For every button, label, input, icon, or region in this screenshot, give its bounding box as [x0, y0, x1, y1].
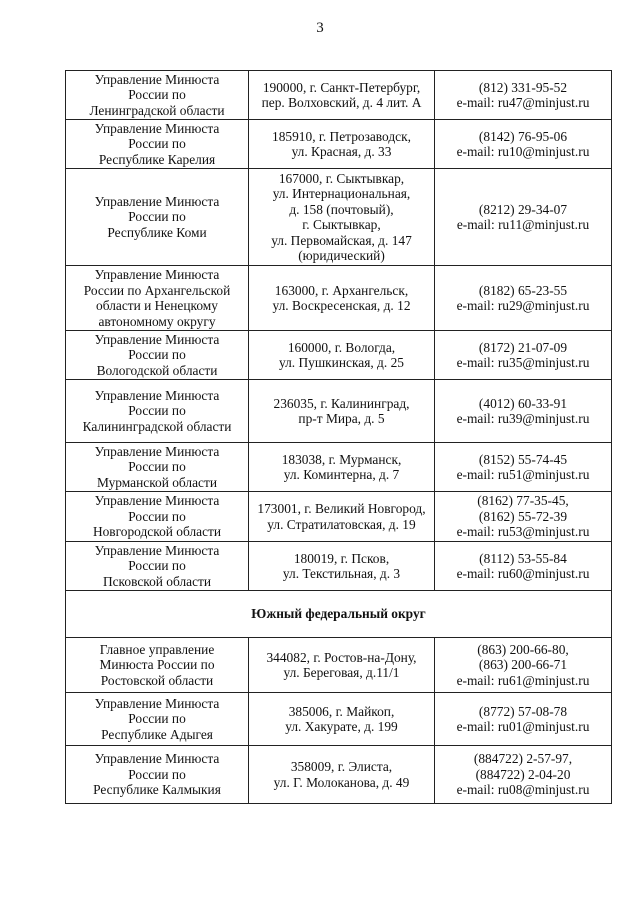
contacts-cell: [435, 492, 612, 542]
email-line: e-mail: ru53@minjust.ru: [456, 524, 590, 540]
address-line: ул. Коминтерна, д. 7: [283, 467, 400, 482]
contacts-cell: [435, 120, 612, 169]
address-line: д. 158 (почтовый),: [289, 201, 394, 217]
contacts-cell: [435, 71, 612, 120]
address-line: ул. Стратилатовская, д. 19: [267, 516, 416, 532]
address-line: 185910, г. Петрозаводск,: [272, 128, 411, 144]
office-name-line: Управление Минюста: [94, 443, 220, 459]
office-name-line: области и Ненецкому: [96, 298, 218, 313]
address-line: 183038, г. Мурманск,: [281, 451, 402, 467]
office-name-line: Ростовской области: [100, 672, 214, 688]
address-line: ул. Первомайская, д. 147: [271, 232, 412, 248]
address-line: пр-т Мира, д. 5: [298, 411, 385, 426]
address-line: пер. Волховский, д. 4 лит. А: [261, 95, 422, 110]
office-name-line: Главное управление: [99, 641, 215, 657]
address-line: 344082, г. Ростов-на-Дону,: [266, 649, 417, 665]
office-name-line: Мурманской области: [97, 474, 217, 490]
table-row: [66, 693, 612, 746]
office-name-line: России по: [128, 711, 186, 727]
office-name-line: России по: [128, 508, 186, 524]
office-name-line: Управление Минюста: [94, 751, 220, 767]
address-line: 236035, г. Калининград,: [273, 395, 410, 411]
address-line: ул. Интернациональная,: [272, 186, 411, 201]
address-cell: [249, 266, 435, 331]
office-name-cell: [66, 746, 249, 804]
contacts-cell: [435, 693, 612, 746]
email-line: e-mail: ru47@minjust.ru: [456, 95, 590, 110]
address-line: 180019, г. Псков,: [293, 550, 390, 566]
contact-line: (812) 331-95-52: [478, 79, 568, 95]
address-line: 167000, г. Сыктывкар,: [278, 170, 405, 186]
contacts-cell: [435, 169, 612, 266]
address-cell: [249, 746, 435, 804]
contact-line: (884722) 2-57-97,: [473, 751, 573, 767]
office-name-line: России по: [128, 136, 186, 152]
office-name-line: Управление Минюста: [94, 71, 220, 87]
address-line: ул. Пушкинская, д. 25: [279, 355, 404, 370]
table-row: [66, 120, 612, 169]
section-title: Южный федеральный округ: [66, 591, 612, 638]
address-line: ул. Береговая, д.11/1: [283, 665, 400, 680]
address-line: 358009, г. Элиста,: [290, 759, 393, 774]
table-row: [66, 331, 612, 380]
office-name-line: России по: [128, 766, 186, 782]
contact-line: (863) 200-66-71: [478, 657, 568, 673]
contacts-cell: [435, 380, 612, 443]
office-name-line: Управление Минюста: [94, 542, 220, 558]
address-cell: [249, 693, 435, 746]
office-name-line: Ленинградской области: [89, 102, 225, 118]
office-name-line: России по: [128, 403, 186, 419]
office-name-cell: [66, 120, 249, 169]
contact-line: (8112) 53-55-84: [479, 550, 567, 566]
address-line: ул. Воскресенская, д. 12: [272, 298, 411, 313]
office-name-line: Минюста России по: [99, 657, 215, 673]
contact-line: (863) 200-66-80,: [477, 641, 569, 657]
office-name-cell: [66, 331, 249, 380]
contacts-cell: [435, 746, 612, 804]
contact-line: (8172) 21-07-09: [478, 339, 568, 355]
address-line: (юридический): [298, 248, 385, 263]
office-name-cell: [66, 638, 249, 693]
office-name-line: Управление Минюста: [94, 331, 220, 347]
directory-table: [65, 70, 612, 804]
office-name-cell: [66, 443, 249, 492]
table-row: [66, 380, 612, 443]
office-name-line: России по: [128, 347, 186, 363]
address-line: 385006, г. Майкоп,: [288, 703, 395, 719]
contact-line: (8772) 57-08-78: [478, 703, 568, 719]
contacts-cell: [435, 331, 612, 380]
table-row: [66, 169, 612, 266]
office-name-line: Республике Карелия: [98, 151, 216, 167]
office-name-line: Вологодской области: [96, 362, 218, 378]
email-line: e-mail: ru29@minjust.ru: [456, 298, 590, 313]
office-name-line: Управление Минюста: [94, 387, 220, 403]
office-name-line: России по: [128, 459, 186, 475]
email-line: e-mail: ru61@minjust.ru: [456, 672, 590, 688]
contact-line: (8182) 65-23-55: [478, 282, 568, 298]
office-name-cell: [66, 492, 249, 542]
contacts-cell: [435, 443, 612, 492]
address-cell: [249, 638, 435, 693]
office-name-line: России по: [128, 209, 186, 225]
address-line: ул. Красная, д. 33: [291, 144, 392, 159]
address-line: ул. Текстильная, д. 3: [282, 566, 401, 581]
table-row: [66, 71, 612, 120]
email-line: e-mail: ru60@minjust.ru: [456, 566, 590, 581]
office-name-line: автономному округу: [98, 313, 216, 329]
contacts-cell: [435, 638, 612, 693]
address-cell: [249, 542, 435, 591]
email-line: e-mail: ru01@minjust.ru: [456, 719, 590, 734]
address-line: 160000, г. Вологда,: [287, 339, 396, 355]
address-cell: [249, 71, 435, 120]
address-cell: [249, 380, 435, 443]
office-name-line: Управление Минюста: [94, 493, 220, 509]
office-name-line: Республике Калмыкия: [93, 782, 221, 798]
contact-line: (8152) 55-74-45: [478, 451, 568, 467]
section-header-row: [66, 591, 612, 638]
office-name-cell: [66, 169, 249, 266]
contact-line: (8162) 55-72-39: [478, 508, 568, 524]
office-name-line: Управление Минюста: [94, 695, 220, 711]
contacts-cell: [435, 542, 612, 591]
contact-line: (8142) 76-95-06: [478, 128, 568, 144]
office-name-line: Управление Минюста: [94, 193, 220, 209]
address-cell: [249, 120, 435, 169]
email-line: e-mail: ru08@minjust.ru: [456, 782, 590, 798]
address-line: 163000, г. Архангельск,: [274, 282, 409, 298]
office-name-cell: [66, 71, 249, 120]
office-name-cell: [66, 266, 249, 331]
office-name-cell: [66, 380, 249, 443]
address-line: г. Сыктывкар,: [302, 217, 381, 232]
office-name-line: Управление Минюста: [94, 120, 220, 136]
address-line: 190000, г. Санкт-Петербург,: [262, 79, 421, 95]
table-row: [66, 492, 612, 542]
office-name-line: России по: [128, 558, 186, 574]
office-name-line: Управление Минюста: [94, 267, 220, 282]
office-name-line: Псковской области: [102, 573, 212, 589]
email-line: e-mail: ru10@minjust.ru: [456, 144, 590, 159]
office-name-line: Калининградской области: [82, 418, 232, 434]
address-cell: [249, 169, 435, 266]
contact-line: (8162) 77-35-45,: [477, 493, 569, 509]
office-name-line: Республике Адыгея: [101, 726, 213, 742]
address-line: ул. Хакурате, д. 199: [285, 719, 398, 734]
contact-line: (4012) 60-33-91: [478, 395, 568, 411]
office-name-line: Новгородской области: [92, 524, 222, 540]
office-name-line: России по Архангельской: [83, 282, 231, 298]
contact-line: (884722) 2-04-20: [475, 766, 571, 782]
table-row: [66, 266, 612, 331]
address-line: 173001, г. Великий Новгород,: [257, 501, 426, 516]
table-body: [66, 71, 612, 804]
email-line: e-mail: ru39@minjust.ru: [456, 411, 590, 426]
table-row: [66, 542, 612, 591]
address-cell: [249, 492, 435, 542]
table-row: [66, 746, 612, 804]
email-line: e-mail: ru35@minjust.ru: [456, 355, 590, 370]
office-name-line: России по: [128, 87, 186, 103]
page-number: 3: [316, 20, 324, 36]
office-name-cell: [66, 542, 249, 591]
address-cell: [249, 331, 435, 380]
office-name-line: Республике Коми: [107, 224, 207, 240]
contacts-cell: [435, 266, 612, 331]
address-line: ул. Г. Молоканова, д. 49: [273, 774, 410, 790]
email-line: e-mail: ru11@minjust.ru: [456, 217, 590, 232]
table-row: [66, 443, 612, 492]
office-name-cell: [66, 693, 249, 746]
table-row: [66, 638, 612, 693]
contact-line: (8212) 29-34-07: [478, 201, 568, 217]
address-cell: [249, 443, 435, 492]
email-line: e-mail: ru51@minjust.ru: [456, 467, 590, 482]
